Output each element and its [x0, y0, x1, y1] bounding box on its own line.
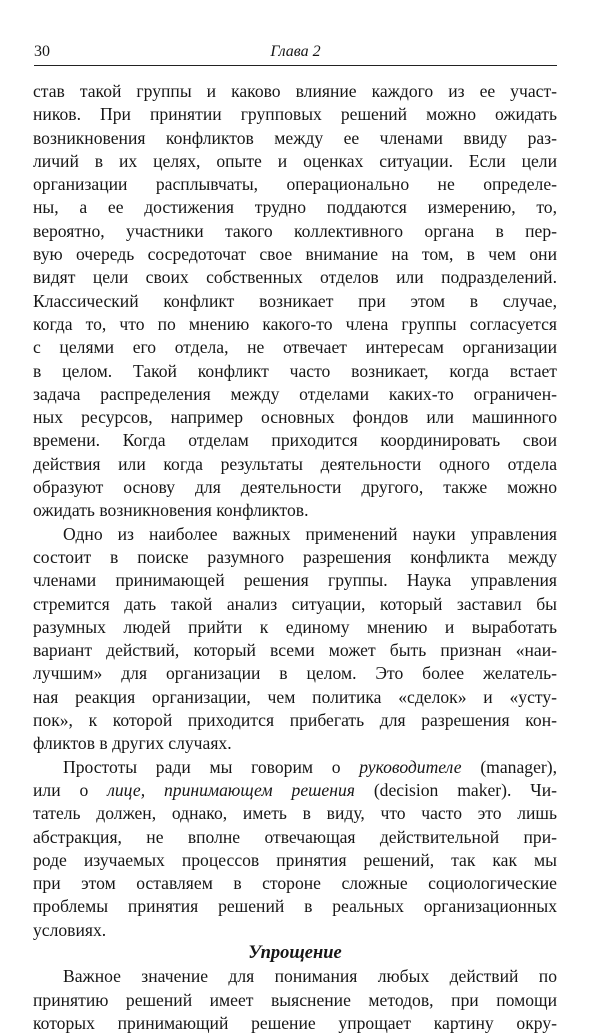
text-line: ная реакция организации, чем политика «сделок» и «усту- [33, 686, 557, 707]
page-header [34, 41, 557, 66]
text-line: роде изучаемых процессов принятия решений, так как мы [33, 849, 557, 870]
text-fragment: (manager), [480, 756, 557, 777]
text-line: условиях. [33, 919, 107, 940]
text-fragment: или о [33, 779, 89, 800]
text-line: Одно из наиболее важных применений науки управления [63, 523, 557, 544]
section-heading: Упрощение [248, 942, 342, 963]
text-line: лучшим» для организации в целом. Это более желатель- [33, 663, 557, 684]
text-line: абстракция, не вполне отвечающая действительной при- [33, 826, 557, 847]
text-line: при этом оставляем в стороне сложные социологические [33, 873, 557, 894]
body-text [33, 80, 557, 1035]
text-line: татель должен, однако, иметь в виду, что часто это лишь [33, 803, 557, 824]
text-line: организации расплывчаты, операционально не определе- [33, 174, 557, 195]
text-line: видят цели своих собственных отделов или подразделений. [33, 267, 557, 288]
text-line: которых принимающий решение упрощает картину окру- [33, 1012, 557, 1033]
paragraph-4 [33, 965, 557, 1035]
text-line: состоит в поиске разумного разрешения конфликта между [33, 546, 557, 567]
paragraph-1 [33, 80, 557, 523]
running-head: Глава 2 [270, 43, 321, 60]
text-line: образуют основу для деятельности другого, также можно [33, 477, 557, 498]
text-line: с целями его отдела, не отвечает интересам организации [33, 337, 557, 358]
text-fragment: (decision maker). Чи- [373, 779, 558, 800]
text-line: членами принимающей решения группы. Наука управления [33, 570, 557, 591]
text-line: вероятно, участники такого коллективного органа в пер- [33, 220, 557, 241]
text-line: задача распределения между отделами каких-то ограничен- [33, 383, 557, 404]
italic-term: руководителе [359, 756, 462, 777]
text-line: став такой группы и каково влияние каждого из ее участ- [33, 81, 557, 101]
italic-term: лице, принимающем решения [107, 779, 355, 800]
text-line: ожидать возникновения конфликтов. [33, 500, 309, 521]
text-fragment: Простоты ради мы говорим о [63, 756, 341, 777]
text-line: пок», к которой приходится прибегать для разрешения кон- [33, 710, 557, 731]
text-line: Классический конфликт возникает при этом в случае, [33, 290, 557, 311]
text-line: ны, а ее достижения трудно поддаются измерению, то, [33, 197, 557, 218]
paragraph-2 [33, 523, 557, 756]
text-line [33, 779, 557, 802]
text-line: Важное значение для понимания любых действий по [63, 966, 557, 987]
text-line: стремится дать такой анализ ситуации, который заставил бы [33, 593, 557, 614]
text-line: принятию решений имеет выяснение методов, при помощи [33, 989, 557, 1010]
text-line: проблемы принятия решений в реальных организационных [33, 896, 557, 917]
page-number: 30 [34, 43, 50, 60]
text-line: возникновения конфликтов между ее членами ввиду раз- [33, 127, 557, 148]
text-line: времени. Когда отделам приходится координировать свои [33, 430, 557, 451]
text-line: разумных людей прийти к единому мнению и выработать [33, 616, 557, 637]
text-line: ных ресурсов, например основных фондов или машинного [33, 407, 557, 428]
text-line: когда то, что по мнению какого-то члена группы согласуется [33, 313, 557, 334]
text-line [33, 756, 557, 779]
text-line: вариант действий, который всеми может быть признан «наи- [33, 640, 557, 661]
text-line: фликтов в других случаях. [33, 733, 232, 754]
paragraph-3 [33, 756, 557, 942]
text-line: ников. При принятии групповых решений можно ожидать [33, 104, 557, 125]
text-line: вую очередь сосредоточат свое внимание на том, в чем они [33, 244, 557, 265]
text-line: личий в их целях, опыте и оценках ситуации. Если цели [33, 150, 557, 171]
text-line: действия или когда результаты деятельности одного отдела [33, 453, 557, 474]
text-line: в целом. Такой конфликт часто возникает, когда встает [33, 360, 557, 381]
